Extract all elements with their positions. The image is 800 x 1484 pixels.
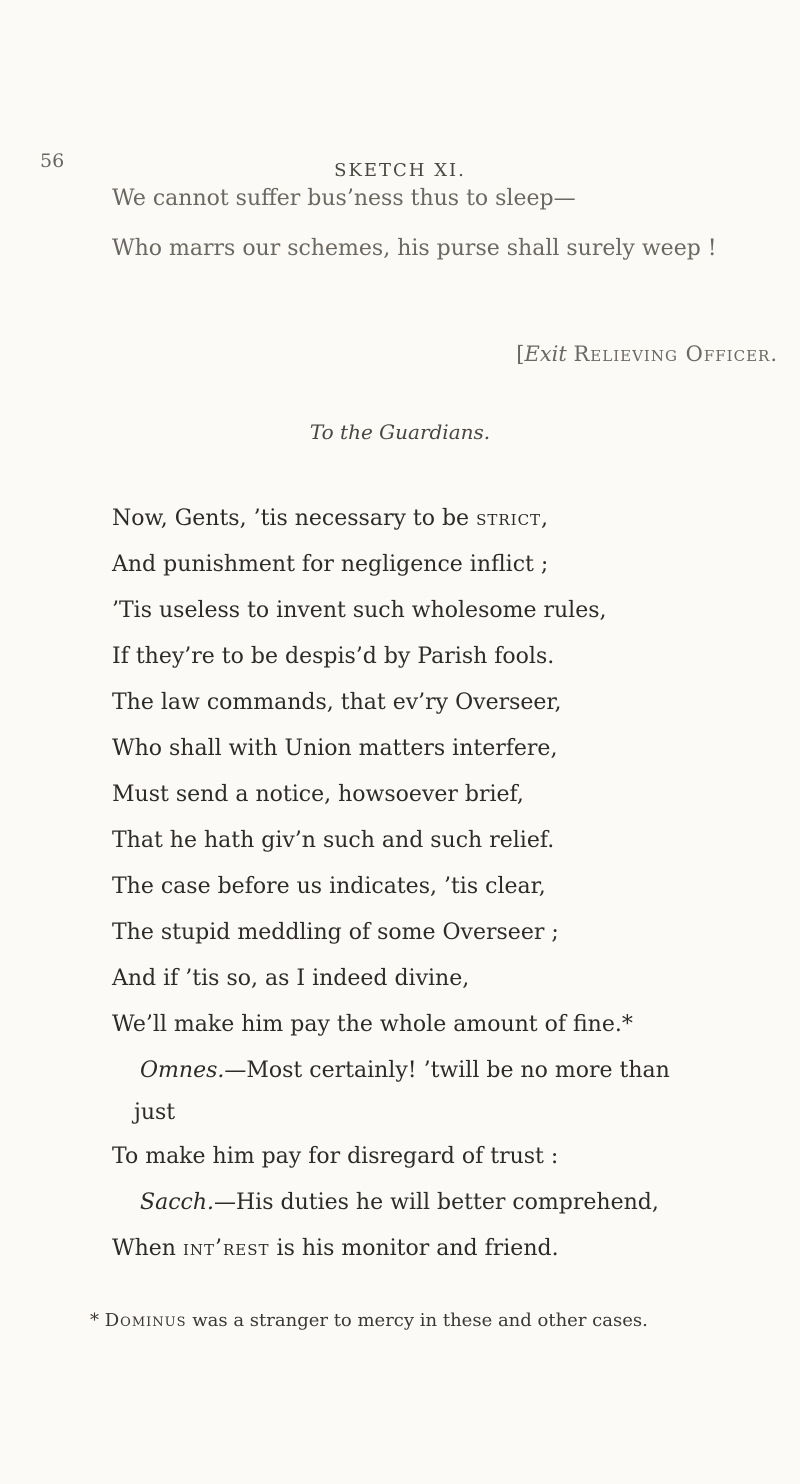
speaker-name: Omnes. xyxy=(140,1058,225,1083)
verse-text: Now, Gents, ’tis necessary to be xyxy=(112,506,477,531)
verse-text: The case before us indicates, ’tis clear, xyxy=(112,874,546,899)
verse-line xyxy=(112,690,562,716)
verse-text: The law commands, that ev’ry Overseer, xyxy=(112,690,562,715)
verse-line xyxy=(112,506,549,532)
exit-bracket: [ xyxy=(516,342,525,366)
verse-line xyxy=(112,186,576,212)
verse-text: To make him pay for disregard of trust : xyxy=(112,1144,559,1169)
footnote-mark: * xyxy=(90,1310,99,1331)
verse-line xyxy=(112,552,548,578)
verse-line xyxy=(112,736,557,762)
verse-line xyxy=(112,782,524,808)
verse-text: We’ll make him pay the whole amount of fine.* xyxy=(112,1012,633,1037)
verse-line xyxy=(112,874,546,900)
footnote-name: Dominus xyxy=(104,1310,187,1331)
footnote-text: was a stranger to mercy in these and other cases. xyxy=(186,1310,648,1331)
verse-text: If they’re to be despis’d by Parish fools. xyxy=(112,644,555,669)
verse-text: The stupid meddling of some Overseer ; xyxy=(112,920,559,945)
verse-line xyxy=(112,598,607,624)
verse-line xyxy=(112,644,554,670)
exit-stage-direction xyxy=(516,342,778,366)
verse-line xyxy=(140,1190,659,1216)
footnote xyxy=(90,1310,648,1331)
verse-line xyxy=(112,1012,633,1038)
verse-line xyxy=(140,1058,670,1084)
verse-text: When xyxy=(112,1236,183,1261)
running-head: SKETCH XI. xyxy=(334,160,466,181)
verse-line xyxy=(112,920,559,946)
verse-text: Who shall with Union matters interfere, xyxy=(112,736,558,761)
verse-text: And if ’tis so, as I indeed divine, xyxy=(112,966,470,991)
exit-word: Exit xyxy=(524,342,567,366)
verse-text: Who marrs our schemes, his purse shall surely weep ! xyxy=(112,236,717,261)
verse-small-caps: int’rest xyxy=(182,1236,270,1261)
verse-text: Must send a notice, howsoever brief, xyxy=(112,782,524,807)
verse-text: We cannot suffer bus’ness thus to sleep— xyxy=(112,186,576,211)
verse-line xyxy=(112,966,469,992)
verse-line xyxy=(112,1236,559,1262)
verse-text: That he hath giv’n such and such relief. xyxy=(112,828,555,853)
verse-text: —His duties he will better comprehend, xyxy=(214,1190,659,1215)
verse-text: ’Tis useless to invent such wholesome rules, xyxy=(112,598,607,623)
speaker-name: Sacch. xyxy=(140,1190,214,1215)
verse-line xyxy=(112,236,717,262)
page-number: 56 xyxy=(40,150,65,172)
verse-text: —Most certainly! ’twill be no more than xyxy=(224,1058,670,1083)
verse-line xyxy=(134,1100,175,1126)
verse-text: just xyxy=(134,1100,176,1125)
verse-text: And punishment for negligence inflict ; xyxy=(112,552,549,577)
exit-character: Relieving Officer. xyxy=(573,342,778,366)
stage-direction: To the Guardians. xyxy=(309,420,491,444)
verse-small-caps: strict, xyxy=(476,506,550,531)
verse-text: is his monitor and friend. xyxy=(269,1236,559,1261)
verse-line xyxy=(112,1144,558,1170)
verse-line xyxy=(112,828,554,854)
